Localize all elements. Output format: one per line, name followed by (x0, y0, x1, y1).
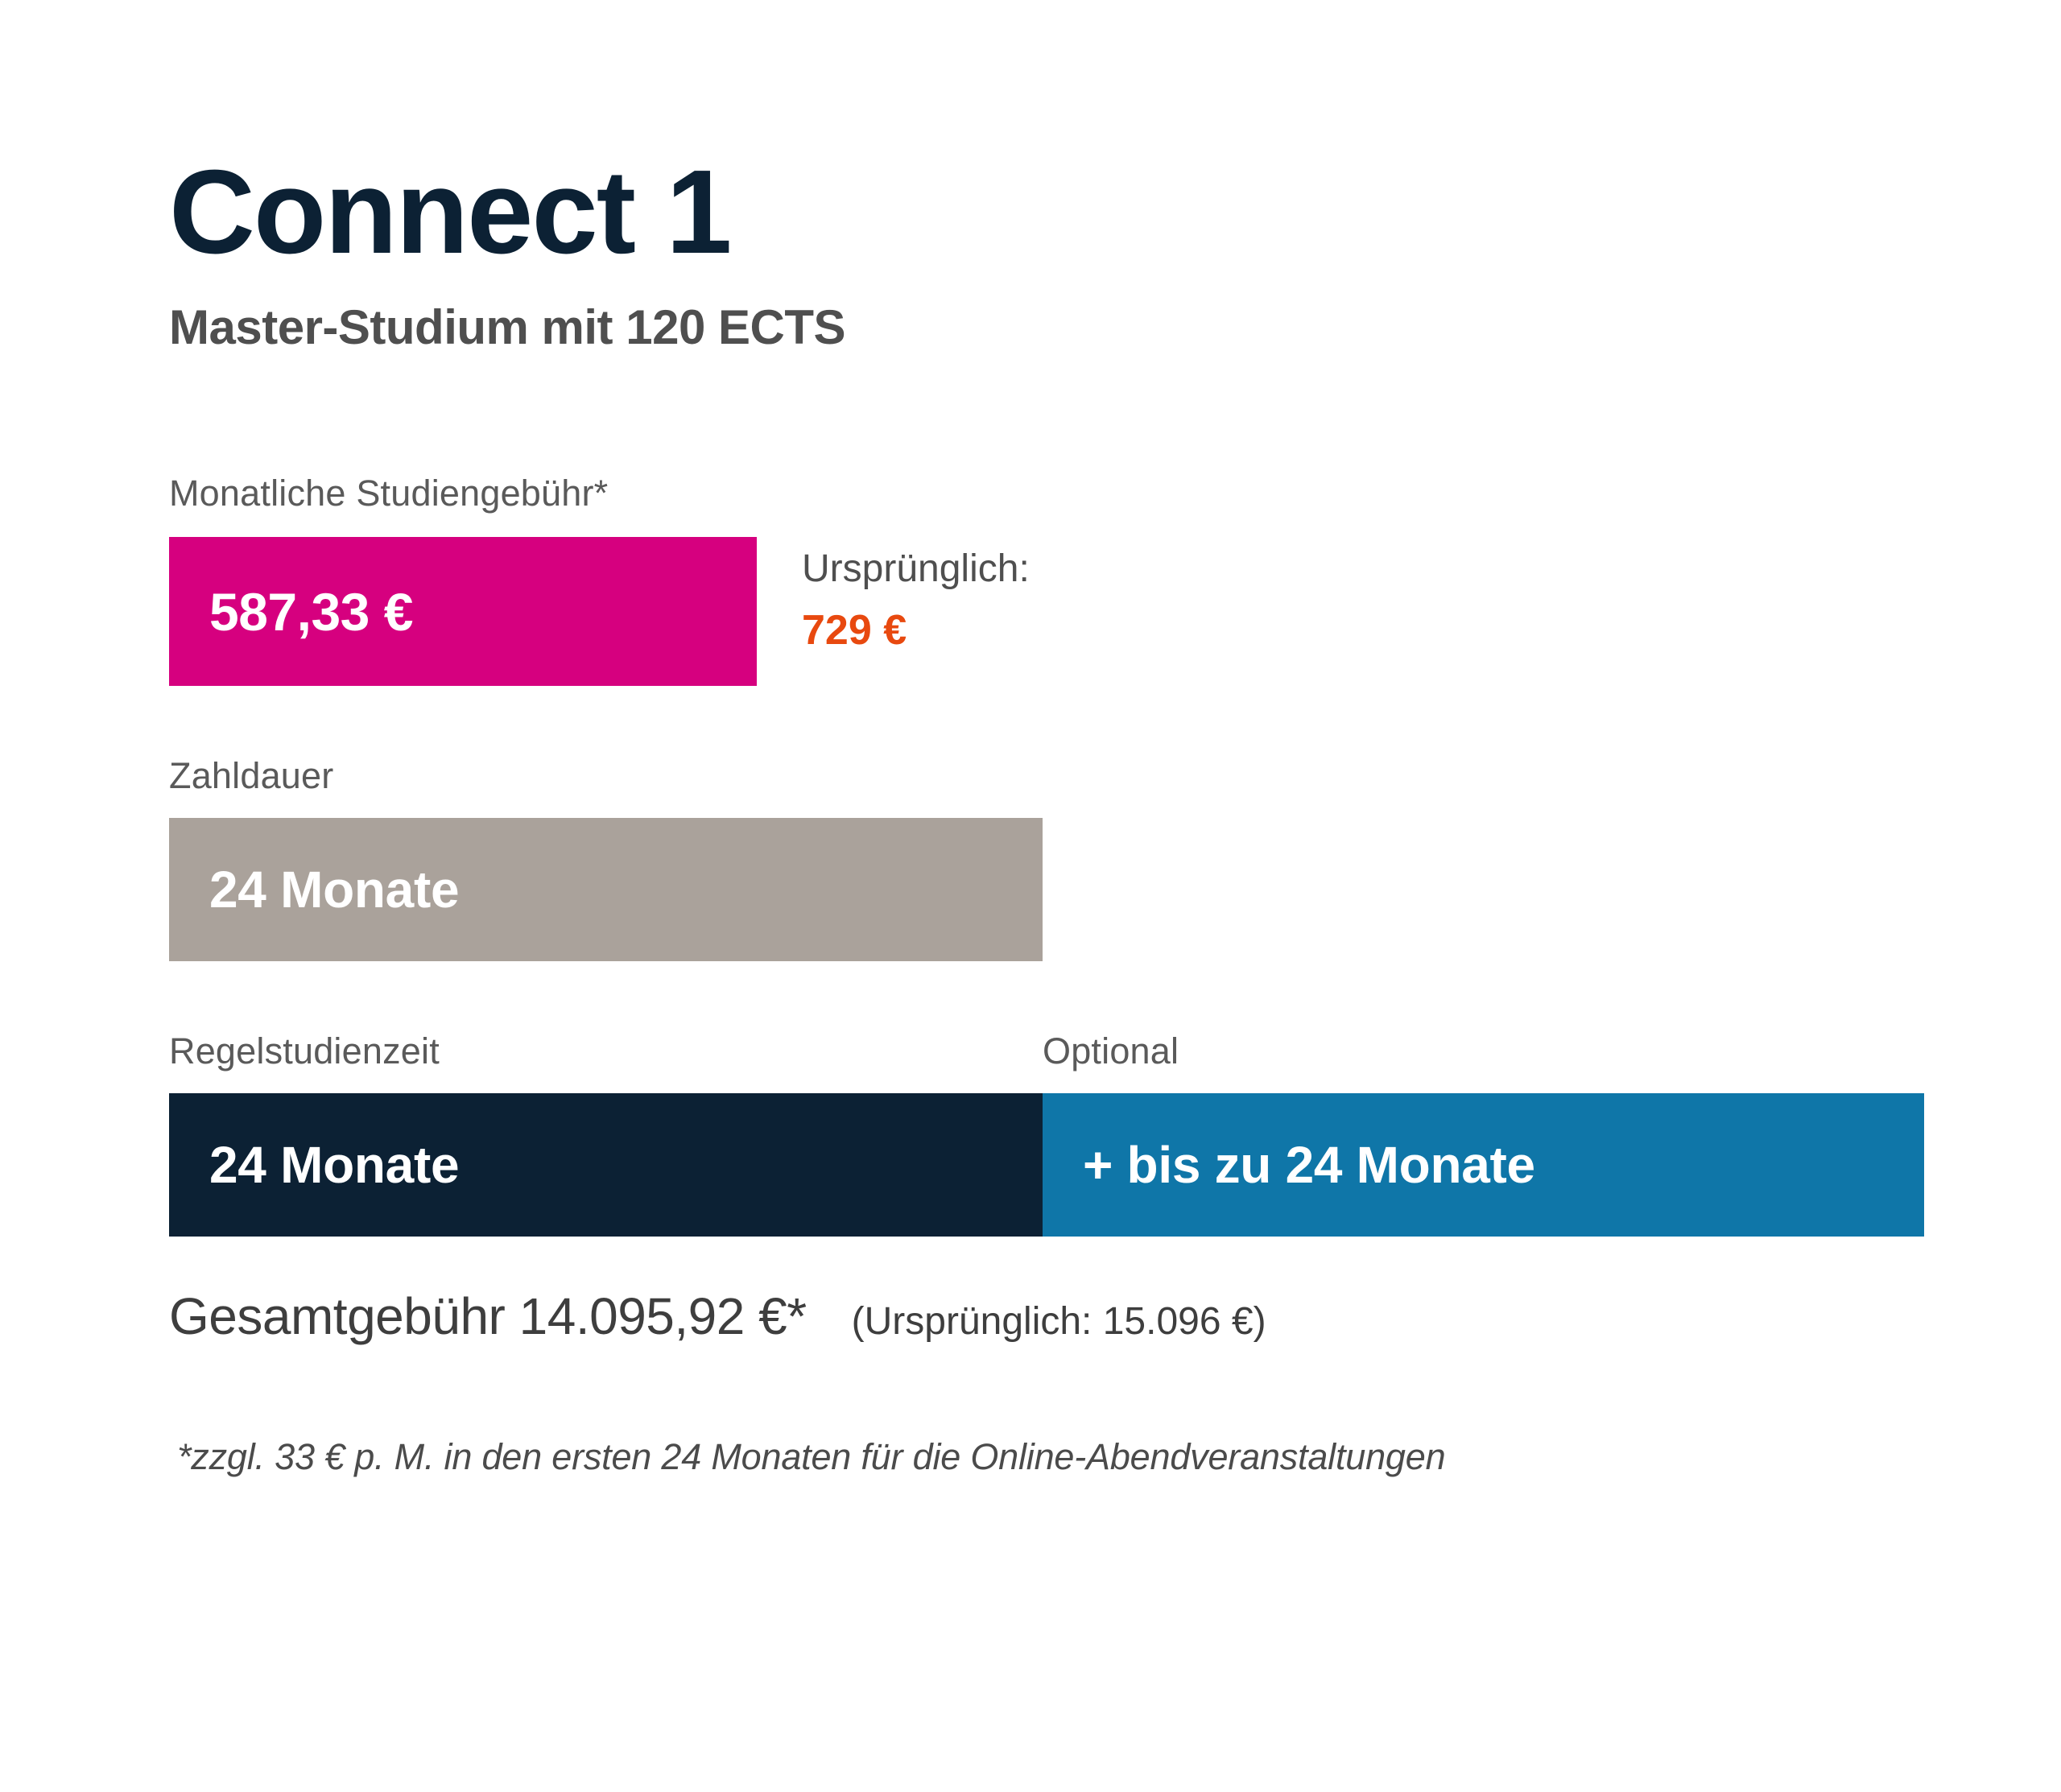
payment-duration-label: Zahldauer (169, 755, 334, 796)
page-title: Connect 1 (169, 146, 731, 279)
optional-study-time-value: + bis zu 24 Monate (1083, 1136, 1535, 1194)
monthly-fee-row (169, 537, 2061, 686)
original-fee-amount: 729 € (802, 607, 907, 654)
original-fee-label: Ursprünglich: (802, 547, 1030, 590)
study-time-labels (169, 1030, 1924, 1072)
optional-study-time-bar (1043, 1093, 1924, 1237)
payment-duration-value: 24 Monate (209, 861, 460, 919)
monthly-fee-bar (169, 537, 757, 686)
total-fee-row (169, 1286, 2061, 1346)
monthly-fee-label: Monatliche Studiengebühr* (169, 473, 609, 514)
regular-study-time-bar (169, 1093, 1043, 1237)
page-subtitle: Master-Studium mit 120 ECTS (169, 300, 846, 354)
payment-duration-section (169, 755, 2061, 961)
monthly-fee-amount: 587,33 € (209, 581, 413, 642)
total-fee-text: Gesamtgebühr 14.095,92 €* (169, 1287, 807, 1345)
study-time-section (169, 1030, 2061, 1237)
payment-duration-bar (169, 818, 1043, 961)
regular-study-time-value: 24 Monate (209, 1136, 460, 1194)
optional-study-time-label: Optional (1043, 1030, 1179, 1071)
study-time-bars (169, 1093, 1924, 1237)
regular-study-time-label: Regelstudienzeit (169, 1030, 440, 1071)
monthly-fee-section (169, 473, 2061, 686)
total-fee-original: (Ursprünglich: 15.096 €) (851, 1300, 1266, 1343)
footnote-text: *zzgl. 33 € p. M. in den ersten 24 Monaten für die Online-Abendveranstaltungen (177, 1436, 1446, 1477)
original-fee-block (802, 537, 1030, 654)
